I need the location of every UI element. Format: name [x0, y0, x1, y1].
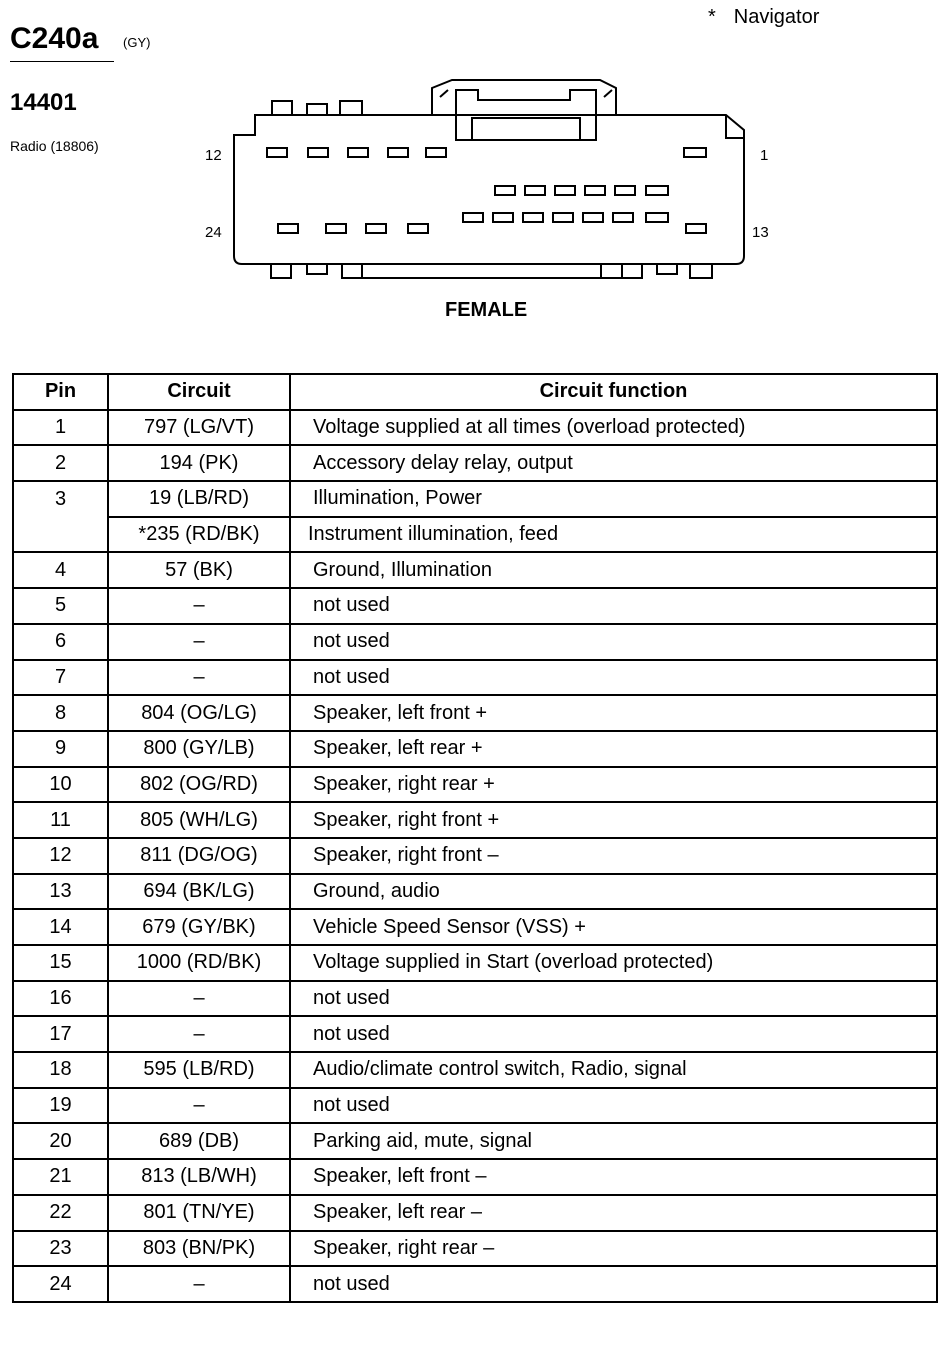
pin-cavity	[555, 186, 575, 195]
table-row	[13, 874, 937, 910]
circuit-cell: 689 (DB)	[108, 1123, 290, 1159]
pin-cell: 23	[13, 1231, 108, 1267]
circuit-cell: –	[108, 1088, 290, 1124]
header-function: Circuit function	[290, 374, 937, 410]
pin-cell: 2	[13, 445, 108, 481]
circuit-cell: 800 (GY/LB)	[108, 731, 290, 767]
table-row	[13, 588, 937, 624]
table-row	[13, 1195, 937, 1231]
lock-tab	[440, 90, 612, 97]
function-cell: not used	[290, 1016, 937, 1052]
bottom-rail	[342, 264, 622, 278]
table-row	[13, 731, 937, 767]
part-number: 14401	[10, 89, 77, 116]
component-description: Radio (18806)	[10, 138, 99, 154]
pin-cell: 8	[13, 695, 108, 731]
function-cell: Ground, audio	[290, 874, 937, 910]
circuit-cell: 194 (PK)	[108, 445, 290, 481]
function-cell: Instrument illumination, feed	[290, 517, 937, 553]
table-row	[13, 1052, 937, 1088]
pin-cell: 22	[13, 1195, 108, 1231]
table-row	[13, 1123, 937, 1159]
pin-label-bottom-right: 13	[752, 224, 769, 241]
pin-cell: 6	[13, 624, 108, 660]
function-cell: Voltage supplied in Start (overload protected)	[290, 945, 937, 981]
pin-cavity	[426, 148, 446, 157]
circuit-cell: 694 (BK/LG)	[108, 874, 290, 910]
function-cell: not used	[290, 624, 937, 660]
pin-cell: 9	[13, 731, 108, 767]
footnote-text: Navigator	[733, 6, 820, 28]
bottom-tab	[271, 264, 291, 278]
pin-cavity	[646, 213, 668, 222]
table-row	[13, 695, 937, 731]
pin-cavity	[646, 186, 668, 195]
top-key	[307, 104, 327, 115]
function-cell: Speaker, right rear –	[290, 1231, 937, 1267]
function-cell: Voltage supplied at all times (overload protected)	[290, 410, 937, 446]
circuit-cell: 1000 (RD/BK)	[108, 945, 290, 981]
function-cell: not used	[290, 588, 937, 624]
pin-cell: 10	[13, 767, 108, 803]
pin-cavity	[267, 148, 287, 157]
function-cell: Speaker, right front +	[290, 802, 937, 838]
pin-cavity	[686, 224, 706, 233]
pin-cavity	[493, 213, 513, 222]
pin-cavity	[495, 186, 515, 195]
table-row	[13, 1231, 937, 1267]
connector-color: (GY)	[123, 35, 151, 50]
circuit-cell: 804 (OG/LG)	[108, 695, 290, 731]
circuit-cell: 19 (LB/RD)	[108, 481, 290, 517]
circuit-cell: 811 (DG/OG)	[108, 838, 290, 874]
pin-cavity	[463, 213, 483, 222]
pin-cavity	[613, 213, 633, 222]
function-cell: Audio/climate control switch, Radio, signal	[290, 1052, 937, 1088]
circuit-cell: 679 (GY/BK)	[108, 909, 290, 945]
table-header-row	[13, 374, 937, 410]
pin-label-top-left: 12	[205, 147, 222, 164]
top-key	[272, 101, 292, 115]
pin-cavity	[585, 186, 605, 195]
pin-cavity	[583, 213, 603, 222]
pin-cavity	[523, 213, 543, 222]
pin-cell: 19	[13, 1088, 108, 1124]
pin-cell: 12	[13, 838, 108, 874]
pin-cell: 16	[13, 981, 108, 1017]
function-cell: Speaker, left front –	[290, 1159, 937, 1195]
table-row	[13, 1088, 937, 1124]
function-cell: not used	[290, 660, 937, 696]
function-cell: Parking aid, mute, signal	[290, 1123, 937, 1159]
lock-tab	[432, 80, 616, 115]
circuit-cell: 801 (TN/YE)	[108, 1195, 290, 1231]
function-cell: Accessory delay relay, output	[290, 445, 937, 481]
lock-tab	[472, 118, 580, 140]
bottom-tab	[307, 264, 327, 274]
pin-cell: 7	[13, 660, 108, 696]
pin-cell: 24	[13, 1266, 108, 1302]
function-cell: Vehicle Speed Sensor (VSS) +	[290, 909, 937, 945]
table-row	[13, 517, 937, 553]
table-row	[13, 445, 937, 481]
function-cell: Speaker, right rear +	[290, 767, 937, 803]
function-cell: Speaker, right front –	[290, 838, 937, 874]
bottom-tab	[690, 264, 712, 278]
circuit-cell: 595 (LB/RD)	[108, 1052, 290, 1088]
table-row	[13, 1016, 937, 1052]
pin-cell: 3	[13, 481, 108, 552]
table-row	[13, 1266, 937, 1302]
function-cell: not used	[290, 1088, 937, 1124]
pin-cell: 4	[13, 552, 108, 588]
table-row	[13, 945, 937, 981]
pin-cavity	[348, 148, 368, 157]
table-row	[13, 1159, 937, 1195]
circuit-cell: –	[108, 1016, 290, 1052]
function-cell: Illumination, Power	[290, 481, 937, 517]
table-row	[13, 909, 937, 945]
circuit-cell: 57 (BK)	[108, 552, 290, 588]
connector-id: C240a	[10, 22, 99, 55]
pin-cell: 1	[13, 410, 108, 446]
circuit-cell: 803 (BN/PK)	[108, 1231, 290, 1267]
pin-cell: 20	[13, 1123, 108, 1159]
pin-cavity	[388, 148, 408, 157]
function-cell: Speaker, left front +	[290, 695, 937, 731]
circuit-cell: –	[108, 981, 290, 1017]
function-cell: not used	[290, 981, 937, 1017]
pin-cell: 17	[13, 1016, 108, 1052]
pin-cell: 14	[13, 909, 108, 945]
circuit-cell: *235 (RD/BK)	[108, 517, 290, 553]
connector-gender-label: FEMALE	[445, 299, 528, 321]
pinout-table	[12, 373, 938, 1303]
pin-cell: 15	[13, 945, 108, 981]
circuit-cell: 802 (OG/RD)	[108, 767, 290, 803]
circuit-cell: 813 (LB/WH)	[108, 1159, 290, 1195]
circuit-cell: –	[108, 660, 290, 696]
circuit-cell: 805 (WH/LG)	[108, 802, 290, 838]
table-row	[13, 552, 937, 588]
circuit-cell: –	[108, 588, 290, 624]
pin-cell: 18	[13, 1052, 108, 1088]
table-row	[13, 624, 937, 660]
footnote-symbol: *	[708, 6, 716, 28]
connector-face-diagram	[0, 0, 949, 340]
table-row	[13, 410, 937, 446]
pin-cavity	[308, 148, 328, 157]
pin-cavity	[366, 224, 386, 233]
pin-cavity	[326, 224, 346, 233]
function-cell: not used	[290, 1266, 937, 1302]
pin-label-bottom-left: 24	[205, 224, 222, 241]
pin-cell: 5	[13, 588, 108, 624]
header-pin: Pin	[13, 374, 108, 410]
pin-cell: 11	[13, 802, 108, 838]
table-row	[13, 802, 937, 838]
bottom-tab	[622, 264, 642, 278]
top-key	[340, 101, 362, 115]
circuit-cell: 797 (LG/VT)	[108, 410, 290, 446]
pin-label-top-right: 1	[760, 147, 769, 164]
pin-cavity	[525, 186, 545, 195]
function-cell: Ground, Illumination	[290, 552, 937, 588]
pin-cavity	[408, 224, 428, 233]
pin-cavity	[684, 148, 706, 157]
pin-cavity	[278, 224, 298, 233]
circuit-cell: –	[108, 624, 290, 660]
table-row	[13, 660, 937, 696]
pin-cavity	[553, 213, 573, 222]
table-row	[13, 838, 937, 874]
pin-cell: 13	[13, 874, 108, 910]
bottom-tab	[657, 264, 677, 274]
circuit-cell: –	[108, 1266, 290, 1302]
table-row	[13, 767, 937, 803]
function-cell: Speaker, left rear +	[290, 731, 937, 767]
table-row	[13, 981, 937, 1017]
pin-cavity	[615, 186, 635, 195]
table-row	[13, 481, 937, 517]
pin-cell: 21	[13, 1159, 108, 1195]
function-cell: Speaker, left rear –	[290, 1195, 937, 1231]
header-circuit: Circuit	[108, 374, 290, 410]
